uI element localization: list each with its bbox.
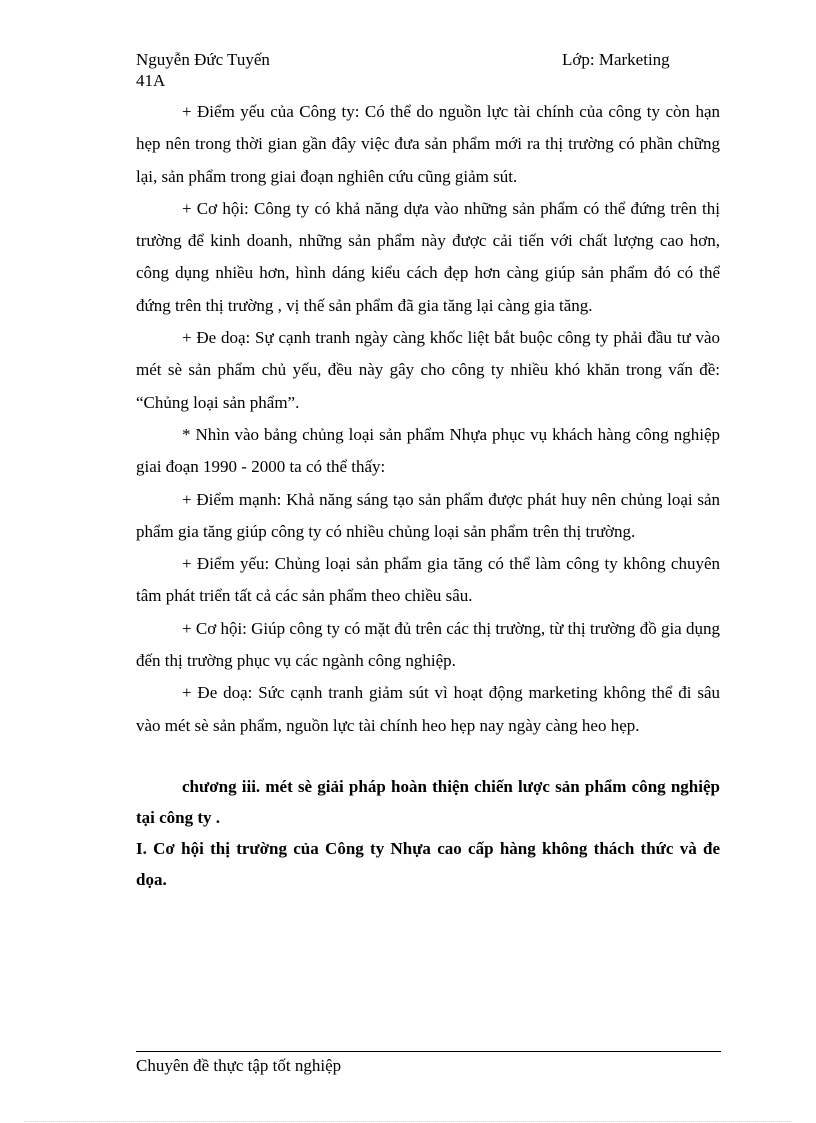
section-gap	[136, 742, 720, 771]
section-heading: I. Cơ hội thị trường của Công ty Nhựa cao cấp hàng không thách thức và đe dọa.	[136, 838, 720, 889]
page-edge-divider	[24, 1121, 792, 1122]
chapter-heading: chương iii. mét sè giải pháp hoàn thiện chiến lược sản phẩm công nghiệp tại công ty .	[136, 776, 720, 827]
footer-divider	[136, 1051, 721, 1052]
paragraph-weakness-2: + Điểm yếu: Chủng loại sản phẩm gia tăng có thể làm công ty không chuyên tâm phát triển tất cả các sản phẩm theo chiều sâu.	[136, 554, 720, 606]
paragraph-opportunity-2: + Cơ hội: Giúp công ty có mặt đủ trên các thị trường, từ thị trường đồ gia dụng đến thị trường phục vụ các ngành công nghiệp.	[136, 618, 720, 671]
author-name: Nguyễn Đức Tuyến	[136, 50, 270, 69]
page-footer: Chuyên đề thực tập tốt nghiệp	[136, 1056, 342, 1075]
paragraph-strength-2: + Điểm mạnh: Khả năng sáng tạo sản phẩm được phát huy nên chủng loại sản phẩm gia tăng giúp công ty có nhiều chủng loại sản phẩm trên thị trường.	[136, 489, 720, 541]
paragraph-product-table-intro: * Nhìn vào bảng chủng loại sản phẩm Nhựa phục vụ khách hàng công nghiệp giai đoạn 1990 - 2000 ta có thể thấy:	[136, 424, 720, 477]
paragraph-threat: + Đe doạ: Sự cạnh tranh ngày càng khốc liệt bắt buộc công ty phải đầu tư vào mét sè sản phẩm chủ yếu, đều này gây cho công ty nhiều khó khăn trong vấn đề: “Chủng loại sản phẩm”.	[136, 328, 720, 412]
class-code: 41A	[136, 71, 166, 90]
document-body	[136, 96, 720, 895]
paragraph-opportunity: + Cơ hội: Công ty có khả năng dựa vào những sản phẩm có thể đứng trên thị trường để kinh doanh, những sản phẩm này được cải tiến với chất lượng cao hơn, công dụng nhiều hơn, hình dáng kiểu cách đẹp hơn càng giúp sản phẩm đó có thể đứng trên thị trường , vị thế sản phẩm đã gia tăng lại càng gia tăng.	[136, 198, 720, 315]
paragraph-weakness: + Điểm yếu của Công ty: Có thể do nguồn lực tài chính của công ty còn hạn hẹp nên trong thời gian gần đây việc đưa sản phẩm mới ra thị trường có phần chững lại, sản phẩm trong giai đoạn nghiên cứu cũng giảm sút.	[136, 102, 720, 186]
paragraph-threat-2: + Đe doạ: Sức cạnh tranh giảm sút vì hoạt động marketing không thể đi sâu vào mét sè sản phẩm, nguồn lực tài chính heo hẹp nay ngày càng heo hẹp.	[136, 683, 720, 735]
class-label: Lớp: Marketing	[562, 50, 670, 69]
